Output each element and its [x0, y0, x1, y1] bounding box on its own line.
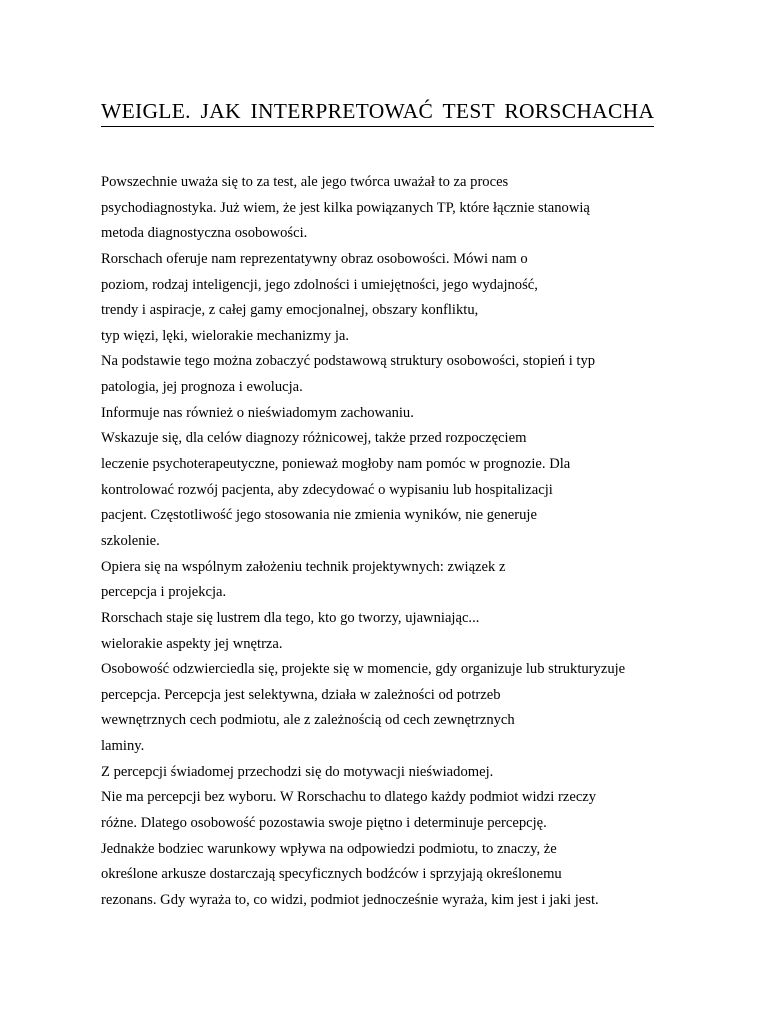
body-line: metoda diagnostyczna osobowości.: [101, 225, 308, 242]
body-line: laminy.: [101, 738, 145, 755]
body-line: Powszechnie uważa się to za test, ale jego twórca uważał to za proces: [101, 174, 509, 190]
body-line: Jednakże bodziec warunkowy wpływa na odpowiedzi podmiotu, to znaczy, że: [101, 840, 557, 857]
body-line: Rorschach staje się lustrem dla tego, kto go tworzy, ujawniając...: [101, 609, 480, 626]
body-line: psychodiagnostyka. Już wiem, że jest kilka powiązanych TP, które łącznie stanowią: [101, 199, 590, 216]
body-line: określone arkusze dostarczają specyficznych bodźców i sprzyjają określonemu: [101, 866, 562, 883]
body-line: Z percepcji świadomej przechodzi się do motywacji nieświadomej.: [101, 763, 494, 780]
body-line: typ więzi, lęki, wielorakie mechanizmy ja.: [101, 327, 350, 344]
body-line: pacjent. Częstotliwość jego stosowania nie zmienia wyników, nie generuje: [101, 507, 537, 524]
body-line: szkolenie.: [101, 532, 160, 549]
body-line: różne. Dlatego osobowość pozostawia swoje piętno i determinuje percepcję.: [101, 815, 547, 832]
body-line: wielorakie aspekty jej wnętrza.: [101, 635, 283, 652]
body-line: poziom, rodzaj inteligencji, jego zdolności i umiejętności, jego wydajność,: [101, 276, 538, 293]
body-line: Osobowość odzwierciedla się, projekte się w momencie, gdy organizuje lub strukturyzuje: [101, 661, 626, 678]
body-line: kontrolować rozwój pacjenta, aby zdecydować o wypisaniu lub hospitalizacji: [101, 481, 553, 498]
body-line: Nie ma percepcji bez wyboru. W Rorschachu to dlatego każdy podmiot widzi rzeczy: [101, 789, 597, 806]
body-line: leczenie psychoterapeutyczne, ponieważ mogłoby nam pomóc w prognozie. Dla: [101, 456, 571, 473]
document-body: [101, 170, 661, 914]
body-line: percepcja. Percepcja jest selektywna, działa w zależności od potrzeb: [101, 686, 501, 703]
document-title: WEIGLE. JAK INTERPRETOWAĆ TEST RORSCHACHA: [101, 96, 654, 127]
body-line: Informuje nas również o nieświadomym zachowaniu.: [101, 404, 414, 421]
body-line: Opiera się na wspólnym założeniu technik projektywnych: związek z: [101, 558, 506, 575]
body-line: Wskazuje się, dla celów diagnozy różnicowej, także przed rozpoczęciem: [101, 430, 527, 447]
body-line: trendy i aspiracje, z całej gamy emocjonalnej, obszary konfliktu,: [101, 302, 479, 319]
body-line: wewnętrznych cech podmiotu, ale z zależnością od cech zewnętrznych: [101, 712, 515, 729]
body-line: percepcja i projekcja.: [101, 584, 227, 601]
body-line: Rorschach oferuje nam reprezentatywny obraz osobowości. Mówi nam o: [101, 250, 528, 267]
body-line: patologia, jej prognoza i ewolucja.: [101, 379, 303, 396]
body-line: Na podstawie tego można zobaczyć podstawową struktury osobowości, stopień i typ: [101, 353, 596, 370]
body-line: rezonans. Gdy wyraża to, co widzi, podmiot jednocześnie wyraża, kim jest i jaki jest.: [101, 891, 599, 908]
